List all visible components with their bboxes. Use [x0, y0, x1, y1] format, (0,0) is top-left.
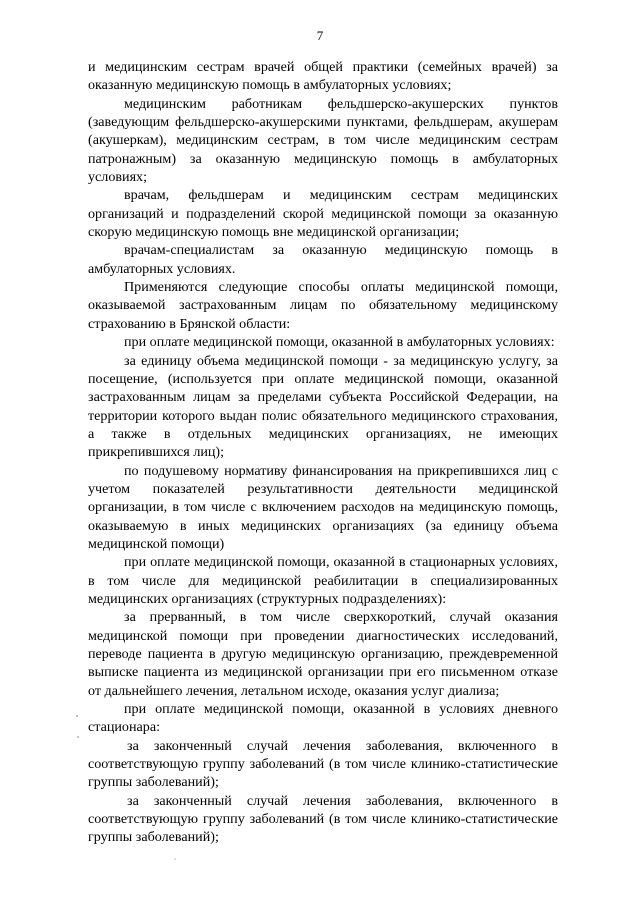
paragraph: врачам-специалистам за оказанную медицинскую помощь в амбулаторных условиях.	[88, 242, 558, 277]
page-number: 7	[316, 28, 324, 43]
paragraph: за законченный случай лечения заболевания, включенного в соответствующую группу заболеваний (в том числе клинико-статистические группы заболеваний);	[88, 737, 558, 791]
scan-speck	[174, 858, 176, 860]
paragraph: по подушевому нормативу финансирования на прикрепившихся лиц с учетом показателей результативности деятельности медицинской организации, в том числе с включением расходов на медицинскую помощь, оказываемую в иных медицинских организациях (за единицу объема медицинской помощи)	[88, 462, 558, 552]
paragraph: за законченный случай лечения заболевания, включенного в соответствующую группу заболеваний (в том числе клинико-статистические группы заболеваний);	[88, 792, 558, 846]
paragraph: при оплате медицинской помощи, оказанной в условиях дневного стационара:	[88, 701, 558, 736]
paragraph: за прерванный, в том числе сверхкороткий, случай оказания медицинской помощи при проведении диагностических исследований, переводе пациента в другую медицинскую организацию, преждевременной выписке пациента из медицинской организации при его письменном отказе от дальнейшего лечения, летальном исходе, оказания услуг диализа;	[88, 609, 558, 699]
scan-speck	[77, 736, 79, 738]
paragraph: врачам, фельдшерам и медицинским сестрам медицинских организаций и подразделений скорой медицинской помощи за оказанную скорую медицинскую помощь вне медицинской организации;	[88, 187, 558, 241]
paragraph: медицинским работникам фельдшерско-акушерских пунктов (заведующим фельдшерско-акушерскими пунктами, фельдшерам, акушерам (акушеркам), медицинским сестрам, в том числе медицинским сестрам патронажным) за оказанную медицинскую помощь в амбулаторных условиях;	[88, 95, 558, 186]
paragraph: и медицинским сестрам врачей общей практики (семейных врачей) за оказанную медицинскую помощь в амбулаторных условиях;	[88, 59, 558, 94]
paragraph: за единицу объема медицинской помощи - за медицинскую услугу, за посещение, (используется при оплате медицинской помощи, оказанной застрахованным лицам за пределами субъекта Российской Федерации, на территории которого выдан полис обязательного медицинского страхования, а также в отдельных медицинских организациях, не имеющих прикрепившихся лиц);	[88, 352, 558, 461]
paragraph: при оплате медицинской помощи, оказанной в стационарных условиях, в том числе для медицинской реабилитации в специализированных медицинских организациях (структурных подразделениях):	[88, 554, 558, 607]
scan-speck	[76, 715, 78, 717]
paragraph: при оплате медицинской помощи, оказанной в амбулаторных условиях:	[124, 334, 555, 351]
paragraph: Применяются следующие способы оплаты медицинской помощи, оказываемой застрахованным лицам по обязательному медицинскому страхованию в Брянской области:	[88, 279, 558, 332]
